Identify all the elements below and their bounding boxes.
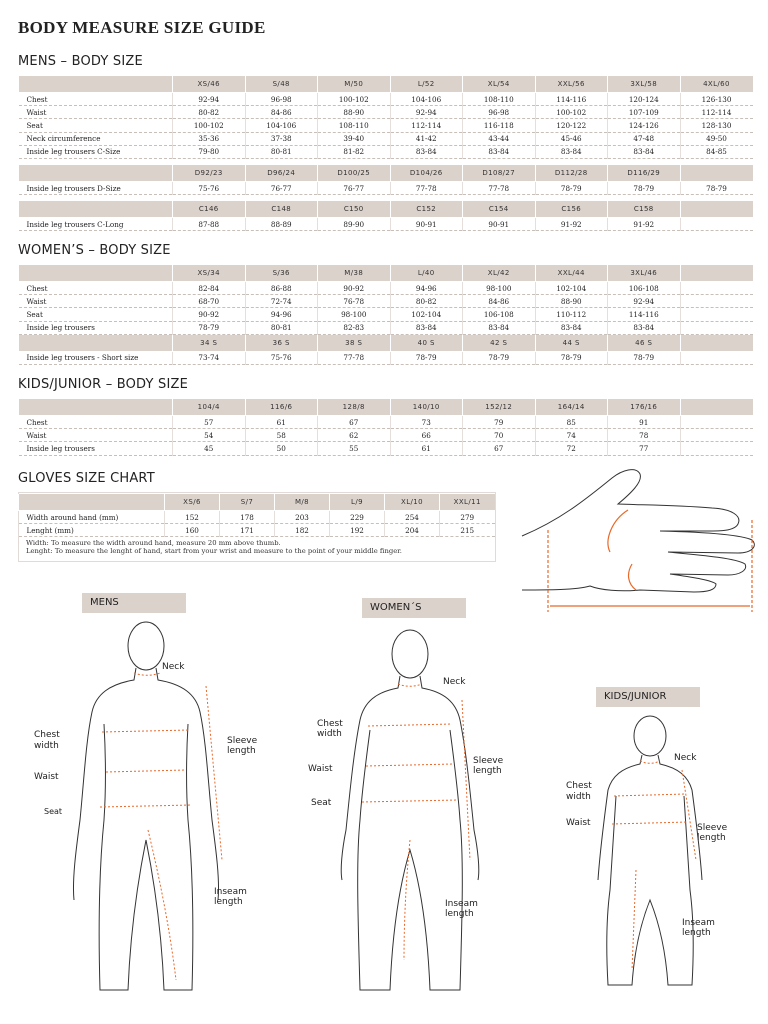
womens-seat-label: Seat <box>311 798 332 808</box>
mens-heading: MENS – BODY SIZE <box>18 54 143 69</box>
table-cell: 116-118 <box>463 119 536 132</box>
table-cell: 90-91 <box>390 218 463 231</box>
table-cell: 42 S <box>463 334 536 351</box>
table-cell: D96/24 <box>245 165 318 182</box>
table-cell: XS/6 <box>165 494 220 511</box>
table-cell: 39-40 <box>318 132 391 145</box>
kids-figure-tag: KIDS/JUNIOR <box>596 687 700 707</box>
table-cell: 75-76 <box>173 181 246 194</box>
table-cell: L/9 <box>330 494 385 511</box>
table-cell: D112/28 <box>535 165 608 182</box>
table-cell: 61 <box>390 442 463 455</box>
table-cell: 83-84 <box>390 321 463 334</box>
table-cell: 84-86 <box>463 295 536 308</box>
table-cell: 106-108 <box>463 308 536 321</box>
womens-figure-tag: WOMEN´S <box>362 598 466 618</box>
row-label: Seat <box>19 119 173 132</box>
table-cell: M/38 <box>318 265 391 282</box>
table-cell: 80-81 <box>245 321 318 334</box>
table-cell: 104-106 <box>245 119 318 132</box>
table-cell: XXL/44 <box>535 265 608 282</box>
table-cell: 92-94 <box>173 93 246 106</box>
table-cell: C150 <box>318 201 391 218</box>
page-title: BODY MEASURE SIZE GUIDE <box>18 18 266 37</box>
table-cell: 73 <box>390 416 463 429</box>
table-cell: 120-122 <box>535 119 608 132</box>
table-cell: 128/8 <box>318 399 391 416</box>
table-cell: 78-79 <box>535 351 608 364</box>
table-cell: 78-79 <box>608 181 681 194</box>
table-cell: 40 S <box>390 334 463 351</box>
table-cell: XS/34 <box>173 265 246 282</box>
table-cell: 92-94 <box>608 295 681 308</box>
table-cell: 124-126 <box>608 119 681 132</box>
table-cell: 104/4 <box>173 399 246 416</box>
table-cell: 88-89 <box>245 218 318 231</box>
table-cell: 67 <box>463 442 536 455</box>
table-cell: 91 <box>608 416 681 429</box>
mens-sleeve-label-1: Sleeve <box>227 736 258 746</box>
table-cell: L/52 <box>390 76 463 93</box>
table-cell: 49-50 <box>680 132 753 145</box>
gloves-note-length: Lenght: To measure the lenght of hand, start from your wrist and measure to the point of your middle finger. <box>26 547 402 555</box>
table-cell: D100/25 <box>318 165 391 182</box>
table-cell: 77-78 <box>463 181 536 194</box>
table-cell: 44 S <box>535 334 608 351</box>
table-cell: 79 <box>463 416 536 429</box>
womens-waist-label: Waist <box>308 764 333 774</box>
table-cell: 86-88 <box>245 282 318 295</box>
kids-chest-label-2: width <box>566 792 591 802</box>
table-cell: S/7 <box>220 494 275 511</box>
mens-waist-label: Waist <box>34 772 59 782</box>
table-cell: XS/46 <box>173 76 246 93</box>
table-cell: 88-90 <box>535 295 608 308</box>
table-cell: 82-83 <box>318 321 391 334</box>
table-cell: 164/14 <box>535 399 608 416</box>
row-label: Seat <box>19 308 173 321</box>
table-cell: 3XL/58 <box>608 76 681 93</box>
table-cell: 78-79 <box>608 351 681 364</box>
womens-sleeve-label-2: length <box>473 766 502 776</box>
hand-measure-lines <box>548 510 752 612</box>
table-cell: 79-80 <box>173 145 246 158</box>
table-cell: 78 <box>608 429 681 442</box>
table-cell: D116/29 <box>608 165 681 182</box>
womens-inseam-label-1: Inseam <box>445 899 478 909</box>
table-cell: 57 <box>173 416 246 429</box>
table-cell: C152 <box>390 201 463 218</box>
table-cell: 83-84 <box>463 321 536 334</box>
table-cell: 67 <box>318 416 391 429</box>
table-cell: 84-86 <box>245 106 318 119</box>
table-cell: 72-74 <box>245 295 318 308</box>
table-cell: 73-74 <box>173 351 246 364</box>
table-cell: 140/10 <box>390 399 463 416</box>
table-cell: 74 <box>535 429 608 442</box>
table-cell: 35-36 <box>173 132 246 145</box>
row-label: Inside leg trousers C-Long <box>19 218 173 231</box>
mens-neck-label: Neck <box>162 662 185 672</box>
table-cell: 82-84 <box>173 282 246 295</box>
table-cell: 98-100 <box>463 282 536 295</box>
table-cell: 66 <box>390 429 463 442</box>
gloves-heading: GLOVES SIZE CHART <box>18 471 155 486</box>
table-cell: 80-82 <box>390 295 463 308</box>
table-cell: 171 <box>220 524 275 537</box>
table-cell: 45 <box>173 442 246 455</box>
table-cell: 107-109 <box>608 106 681 119</box>
mens-inseam-label-2: length <box>214 897 243 907</box>
table-cell: 192 <box>330 524 385 537</box>
table-cell: 96-98 <box>245 93 318 106</box>
table-cell: 112-114 <box>390 119 463 132</box>
table-cell: 92-94 <box>390 106 463 119</box>
kids-heading: KIDS/JUNIOR – BODY SIZE <box>18 377 189 392</box>
table-cell: XL/10 <box>385 494 440 511</box>
table-cell: 41-42 <box>390 132 463 145</box>
table-cell: 114-116 <box>608 308 681 321</box>
table-cell: D104/26 <box>390 165 463 182</box>
table-cell: 89-90 <box>318 218 391 231</box>
table-cell: 110-112 <box>535 308 608 321</box>
table-cell: 83-84 <box>608 145 681 158</box>
womens-inseam-label-2: length <box>445 909 474 919</box>
table-cell: 83-84 <box>535 321 608 334</box>
table-cell: 128-130 <box>680 119 753 132</box>
table-cell: 77-78 <box>390 181 463 194</box>
table-cell: 108-110 <box>463 93 536 106</box>
table-cell: 72 <box>535 442 608 455</box>
table-cell: 176/16 <box>608 399 681 416</box>
table-cell: 78-79 <box>173 321 246 334</box>
table-cell: 34 S <box>173 334 246 351</box>
table-cell: 83-84 <box>608 321 681 334</box>
row-label: Inside leg trousers <box>19 321 173 334</box>
table-cell: 78-79 <box>390 351 463 364</box>
mens-figure-tag: MENS <box>82 593 186 613</box>
table-cell: 112-114 <box>680 106 753 119</box>
womens-chest-label-1: Chest <box>317 719 343 729</box>
mens-inseam-label-1: Inseam <box>214 887 247 897</box>
table-cell: 91-92 <box>608 218 681 231</box>
table-cell: 100-102 <box>318 93 391 106</box>
table-cell: 116/6 <box>245 399 318 416</box>
womens-chest-label-2: width <box>317 729 342 739</box>
table-cell: 54 <box>173 429 246 442</box>
table-cell: D92/23 <box>173 165 246 182</box>
table-cell: 62 <box>318 429 391 442</box>
table-cell: 61 <box>245 416 318 429</box>
table-cell: 83-84 <box>463 145 536 158</box>
table-cell: M/50 <box>318 76 391 93</box>
table-cell: 78-79 <box>680 181 753 194</box>
table-cell: 90-92 <box>173 308 246 321</box>
table-cell: C156 <box>535 201 608 218</box>
table-cell: 94-96 <box>245 308 318 321</box>
table-cell: 104-106 <box>390 93 463 106</box>
table-cell: XXL/11 <box>440 494 495 511</box>
table-cell: 114-116 <box>535 93 608 106</box>
table-cell: 75-76 <box>245 351 318 364</box>
table-cell: 83-84 <box>390 145 463 158</box>
table-cell: 3XL/46 <box>608 265 681 282</box>
table-cell: 38 S <box>318 334 391 351</box>
table-cell: L/40 <box>390 265 463 282</box>
kids-chest-label-1: Chest <box>566 781 592 791</box>
table-cell: 229 <box>330 511 385 524</box>
table-cell: 78-79 <box>535 181 608 194</box>
mens-seat-label: Seat <box>44 807 63 816</box>
womens-heading: WOMEN’S – BODY SIZE <box>18 243 171 258</box>
table-cell: XL/54 <box>463 76 536 93</box>
table-cell: S/48 <box>245 76 318 93</box>
womens-neck-label: Neck <box>443 677 466 687</box>
mens-chest-label-2: width <box>34 741 59 751</box>
table-cell: 178 <box>220 511 275 524</box>
row-label: Chest <box>19 93 173 106</box>
table-cell: 91-92 <box>535 218 608 231</box>
table-cell: 100-102 <box>173 119 246 132</box>
womens-sleeve-label-1: Sleeve <box>473 756 504 766</box>
gloves-note-width: Width: To measure the width around hand, measure 20 mm above thumb. <box>26 539 281 547</box>
table-cell: 83-84 <box>535 145 608 158</box>
table-cell: 76-77 <box>318 181 391 194</box>
table-cell: 88-90 <box>318 106 391 119</box>
row-label: Waist <box>19 295 173 308</box>
row-label: Waist <box>19 429 173 442</box>
row-label: Inside leg trousers - Short size <box>19 351 173 364</box>
table-cell: 81-82 <box>318 145 391 158</box>
row-label: Waist <box>19 106 173 119</box>
table-cell: 203 <box>275 511 330 524</box>
table-cell: 45-46 <box>535 132 608 145</box>
table-cell: XXL/56 <box>535 76 608 93</box>
table-cell: 77 <box>608 442 681 455</box>
table-cell: 58 <box>245 429 318 442</box>
table-cell: 76-77 <box>245 181 318 194</box>
table-cell: 90-91 <box>463 218 536 231</box>
table-cell: 182 <box>275 524 330 537</box>
table-cell: D108/27 <box>463 165 536 182</box>
table-cell: 68-70 <box>173 295 246 308</box>
table-cell: 108-110 <box>318 119 391 132</box>
table-cell: S/36 <box>245 265 318 282</box>
row-label: Inside leg trousers <box>19 442 173 455</box>
table-cell: C146 <box>173 201 246 218</box>
table-cell: C154 <box>463 201 536 218</box>
table-cell: 90-92 <box>318 282 391 295</box>
row-label: Inside leg trousers D-Size <box>19 181 173 194</box>
kids-sleeve-label-1: Sleeve <box>697 823 728 833</box>
table-cell: 87-88 <box>173 218 246 231</box>
table-cell: 55 <box>318 442 391 455</box>
table-cell: M/8 <box>275 494 330 511</box>
kids-measure-lines <box>612 761 696 970</box>
table-cell: 102-104 <box>390 308 463 321</box>
table-cell: 47-48 <box>608 132 681 145</box>
table-cell: 76-78 <box>318 295 391 308</box>
table-cell: 50 <box>245 442 318 455</box>
table-cell: XL/42 <box>463 265 536 282</box>
kids-inseam-label-1: Inseam <box>682 918 715 928</box>
table-cell: 254 <box>385 511 440 524</box>
table-cell: 100-102 <box>535 106 608 119</box>
table-cell: 80-82 <box>173 106 246 119</box>
table-cell: 43-44 <box>463 132 536 145</box>
kids-sleeve-label-2: length <box>697 833 726 843</box>
table-cell: C148 <box>245 201 318 218</box>
table-cell: 37-38 <box>245 132 318 145</box>
hand-illustration <box>522 470 754 592</box>
row-label: Neck circumference <box>19 132 173 145</box>
row-label: Lenght (mm) <box>19 524 165 537</box>
mens-measure-lines <box>100 673 222 980</box>
table-cell: 126-130 <box>680 93 753 106</box>
table-cell: 4XL/60 <box>680 76 753 93</box>
table-cell: 70 <box>463 429 536 442</box>
table-cell: 94-96 <box>390 282 463 295</box>
table-cell: 152 <box>165 511 220 524</box>
table-cell: 85 <box>535 416 608 429</box>
table-cell: 279 <box>440 511 495 524</box>
row-label: Inside leg trousers C-Size <box>19 145 173 158</box>
table-cell: 80-81 <box>245 145 318 158</box>
mens-chest-label-1: Chest <box>34 730 60 740</box>
table-cell: 160 <box>165 524 220 537</box>
table-cell: 78-79 <box>463 351 536 364</box>
row-label: Width around hand (mm) <box>19 511 165 524</box>
table-cell: 152/12 <box>463 399 536 416</box>
table-cell: 204 <box>385 524 440 537</box>
table-cell: 84-85 <box>680 145 753 158</box>
table-cell: 215 <box>440 524 495 537</box>
table-cell: 120-124 <box>608 93 681 106</box>
table-cell: 96-98 <box>463 106 536 119</box>
table-cell: 106-108 <box>608 282 681 295</box>
table-cell: 46 S <box>608 334 681 351</box>
kids-inseam-label-2: length <box>682 928 711 938</box>
kids-waist-label: Waist <box>566 818 591 828</box>
mens-sleeve-label-2: length <box>227 746 256 756</box>
table-cell: 77-78 <box>318 351 391 364</box>
mens-body-outline <box>73 622 218 990</box>
row-label: Chest <box>19 416 173 429</box>
row-label: Chest <box>19 282 173 295</box>
table-cell: 102-104 <box>535 282 608 295</box>
table-cell: 36 S <box>245 334 318 351</box>
kids-neck-label: Neck <box>674 753 697 763</box>
table-cell: 98-100 <box>318 308 391 321</box>
table-cell: C158 <box>608 201 681 218</box>
